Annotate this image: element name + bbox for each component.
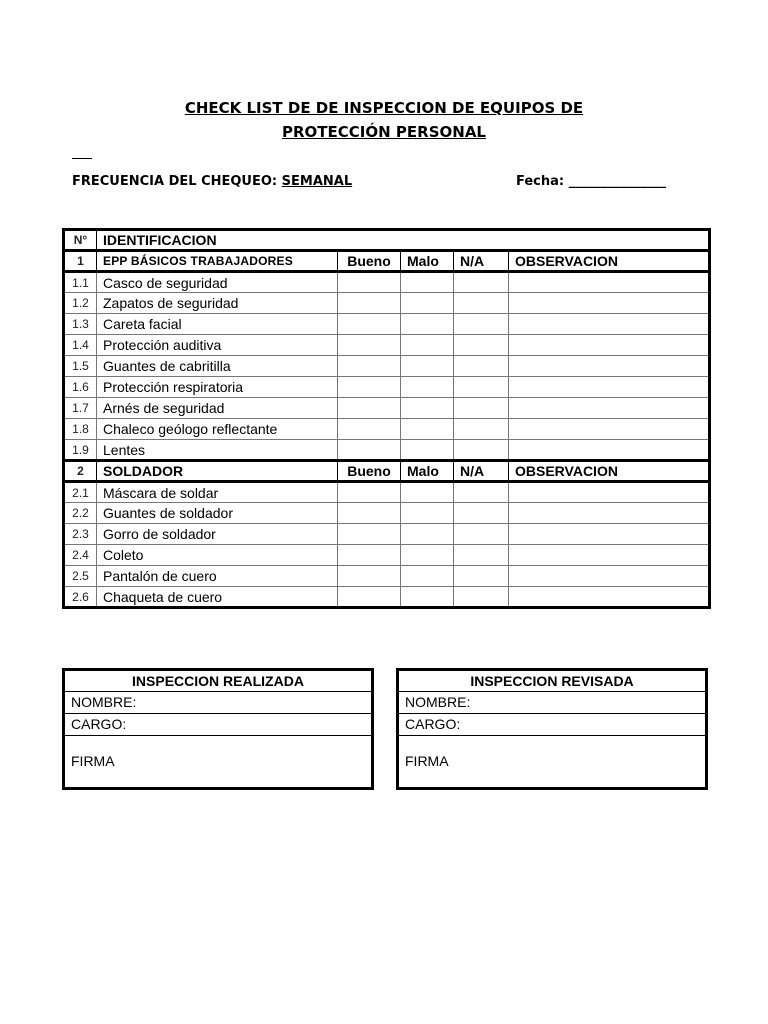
malo-cell[interactable]	[401, 293, 454, 314]
na-cell[interactable]	[454, 587, 509, 608]
item-number: 2.3	[64, 524, 97, 545]
na-cell[interactable]	[454, 335, 509, 356]
frequency-label: FRECUENCIA DEL CHEQUEO:	[72, 174, 278, 189]
table-row	[64, 566, 710, 587]
observacion-cell[interactable]	[509, 440, 710, 461]
malo-cell[interactable]	[401, 587, 454, 608]
bueno-cell[interactable]	[338, 377, 401, 398]
item-label: Careta facial	[97, 314, 338, 335]
item-label: Arnés de seguridad	[97, 398, 338, 419]
malo-cell[interactable]	[401, 440, 454, 461]
observacion-cell[interactable]	[509, 503, 710, 524]
malo-cell[interactable]	[401, 398, 454, 419]
section-title: SOLDADOR	[97, 461, 338, 482]
col-malo-header: Malo	[401, 251, 454, 272]
signature-sign-field[interactable]: FIRMA	[405, 753, 449, 769]
observacion-cell[interactable]	[509, 377, 710, 398]
malo-cell[interactable]	[401, 377, 454, 398]
observacion-cell[interactable]	[509, 398, 710, 419]
malo-cell[interactable]	[401, 314, 454, 335]
malo-cell[interactable]	[401, 503, 454, 524]
frequency-line	[72, 174, 352, 189]
bueno-cell[interactable]	[338, 503, 401, 524]
malo-cell[interactable]	[401, 335, 454, 356]
observacion-cell[interactable]	[509, 545, 710, 566]
table-row	[64, 587, 710, 608]
item-number: 1.4	[64, 335, 97, 356]
table-row	[64, 335, 710, 356]
observacion-cell[interactable]	[509, 566, 710, 587]
signature-name-field[interactable]: NOMBRE:	[399, 692, 705, 714]
item-number: 2.5	[64, 566, 97, 587]
item-number: 2.2	[64, 503, 97, 524]
item-number: 1.9	[64, 440, 97, 461]
table-row	[64, 482, 710, 503]
date-label: Fecha:	[516, 174, 565, 189]
section-number: 1	[64, 251, 97, 272]
item-label: Chaqueta de cuero	[97, 587, 338, 608]
item-number: 2.6	[64, 587, 97, 608]
na-cell[interactable]	[454, 272, 509, 293]
item-number: 1.6	[64, 377, 97, 398]
malo-cell[interactable]	[401, 482, 454, 503]
table-row	[64, 419, 710, 440]
item-label: Gorro de soldador	[97, 524, 338, 545]
malo-cell[interactable]	[401, 545, 454, 566]
table-row	[64, 314, 710, 335]
na-cell[interactable]	[454, 356, 509, 377]
table-row	[64, 503, 710, 524]
table-row	[64, 356, 710, 377]
table-row	[64, 272, 710, 293]
malo-cell[interactable]	[401, 566, 454, 587]
item-number: 1.7	[64, 398, 97, 419]
bueno-cell[interactable]	[338, 524, 401, 545]
col-observacion-header: OBSERVACION	[509, 461, 710, 482]
signature-box-revisada	[396, 668, 708, 790]
observacion-cell[interactable]	[509, 419, 710, 440]
na-cell[interactable]	[454, 419, 509, 440]
col-observacion-header: OBSERVACION	[509, 251, 710, 272]
bueno-cell[interactable]	[338, 545, 401, 566]
na-cell[interactable]	[454, 314, 509, 335]
table-header-row	[64, 230, 710, 251]
item-label: Pantalón de cuero	[97, 566, 338, 587]
na-cell[interactable]	[454, 482, 509, 503]
signature-role-field[interactable]: CARGO:	[65, 714, 371, 736]
table-row	[64, 440, 710, 461]
signature-sign-field[interactable]: FIRMA	[71, 753, 115, 769]
item-number: 1.3	[64, 314, 97, 335]
table-row	[64, 545, 710, 566]
malo-cell[interactable]	[401, 419, 454, 440]
col-num-header: N°	[64, 230, 97, 251]
bueno-cell[interactable]	[338, 440, 401, 461]
date-line	[516, 174, 666, 189]
signature-role-field[interactable]: CARGO:	[399, 714, 705, 736]
section-number: 2	[64, 461, 97, 482]
na-cell[interactable]	[454, 503, 509, 524]
table-row	[64, 524, 710, 545]
frequency-value: SEMANAL	[281, 174, 353, 189]
item-label: Lentes	[97, 440, 338, 461]
na-cell[interactable]	[454, 524, 509, 545]
bueno-cell[interactable]	[338, 356, 401, 377]
na-cell[interactable]	[454, 293, 509, 314]
bueno-cell[interactable]	[338, 566, 401, 587]
table-row	[64, 398, 710, 419]
signature-title: INSPECCION REVISADA	[399, 671, 705, 692]
item-number: 2.1	[64, 482, 97, 503]
item-label: Máscara de soldar	[97, 482, 338, 503]
malo-cell[interactable]	[401, 356, 454, 377]
bueno-cell[interactable]	[338, 482, 401, 503]
col-bueno-header: Bueno	[338, 461, 401, 482]
item-number: 2.4	[64, 545, 97, 566]
item-number: 1.8	[64, 419, 97, 440]
na-cell[interactable]	[454, 377, 509, 398]
item-label: Guantes de soldador	[97, 503, 338, 524]
item-label: Protección respiratoria	[97, 377, 338, 398]
observacion-cell[interactable]	[509, 356, 710, 377]
signature-box-realizada	[62, 668, 374, 790]
date-blank: _______________	[568, 174, 667, 189]
bueno-cell[interactable]	[338, 335, 401, 356]
bueno-cell[interactable]	[338, 272, 401, 293]
item-label: Guantes de cabritilla	[97, 356, 338, 377]
table-row	[64, 293, 710, 314]
malo-cell[interactable]	[401, 272, 454, 293]
observacion-cell[interactable]	[509, 314, 710, 335]
item-label: Casco de seguridad	[97, 272, 338, 293]
table-row	[64, 377, 710, 398]
observacion-cell[interactable]	[509, 272, 710, 293]
observacion-cell[interactable]	[509, 293, 710, 314]
document-title-line1: CHECK LIST DE DE INSPECCION DE EQUIPOS DE	[184, 99, 584, 117]
bueno-cell[interactable]	[338, 293, 401, 314]
short-rule	[72, 158, 92, 159]
observacion-cell[interactable]	[509, 587, 710, 608]
bueno-cell[interactable]	[338, 398, 401, 419]
na-cell[interactable]	[454, 398, 509, 419]
inspection-table	[62, 228, 711, 609]
section-header-row	[64, 251, 710, 272]
na-cell[interactable]	[454, 566, 509, 587]
malo-cell[interactable]	[401, 524, 454, 545]
na-cell[interactable]	[454, 545, 509, 566]
item-number: 1.2	[64, 293, 97, 314]
bueno-cell[interactable]	[338, 419, 401, 440]
observacion-cell[interactable]	[509, 524, 710, 545]
item-label: Coleto	[97, 545, 338, 566]
signature-title: INSPECCION REALIZADA	[65, 671, 371, 692]
item-label: Zapatos de seguridad	[97, 293, 338, 314]
col-ident-header: IDENTIFICACION	[97, 230, 710, 251]
col-bueno-header: Bueno	[338, 251, 401, 272]
observacion-cell[interactable]	[509, 335, 710, 356]
observacion-cell[interactable]	[509, 482, 710, 503]
section-title: EPP BÁSICOS TRABAJADORES	[97, 251, 338, 272]
col-na-header: N/A	[454, 461, 509, 482]
item-number: 1.5	[64, 356, 97, 377]
item-label: Protección auditiva	[97, 335, 338, 356]
col-malo-header: Malo	[401, 461, 454, 482]
bueno-cell[interactable]	[338, 314, 401, 335]
col-na-header: N/A	[454, 251, 509, 272]
item-number: 1.1	[64, 272, 97, 293]
section-header-row	[64, 461, 710, 482]
item-label: Chaleco geólogo reflectante	[97, 419, 338, 440]
document-title-line2: PROTECCIÓN PERSONAL	[282, 123, 486, 141]
bueno-cell[interactable]	[338, 587, 401, 608]
na-cell[interactable]	[454, 440, 509, 461]
signature-name-field[interactable]: NOMBRE:	[65, 692, 371, 714]
